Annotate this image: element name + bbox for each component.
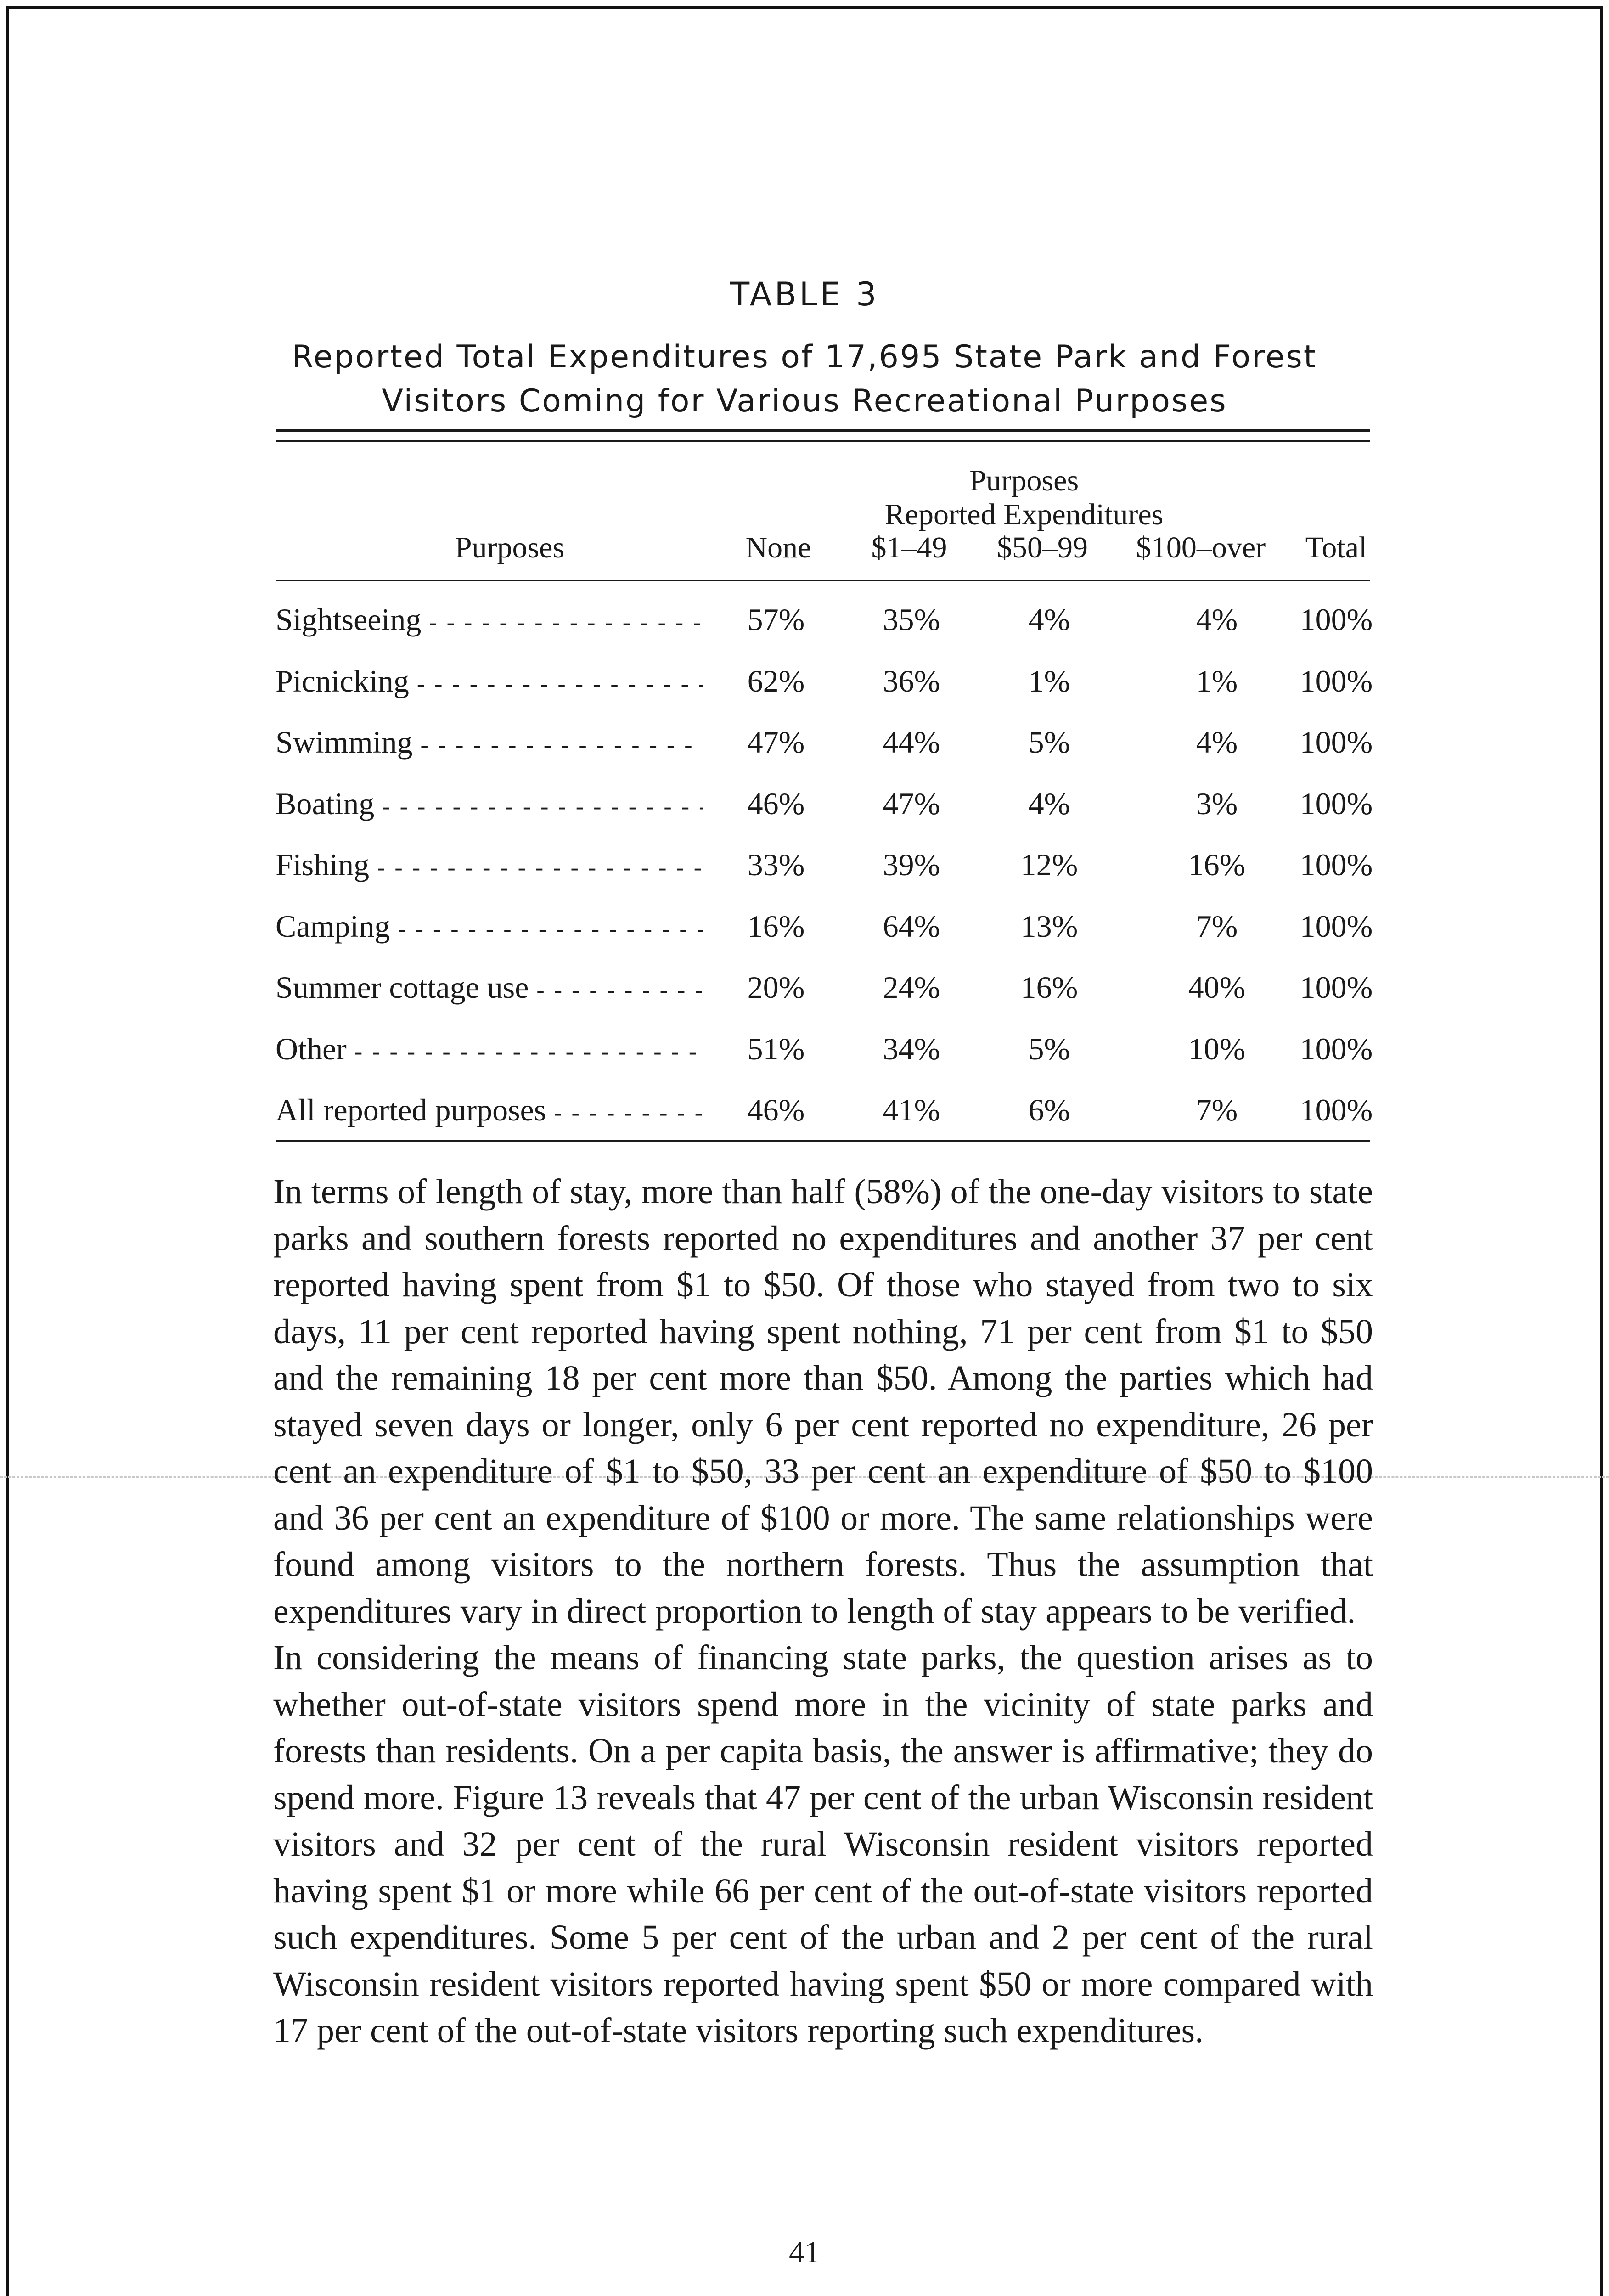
row-total: 100% — [1300, 908, 1373, 944]
row-purpose: Fishing - - - — [276, 847, 703, 883]
row-100-over: 1% — [1196, 663, 1238, 698]
row-100-over: 4% — [1196, 602, 1238, 637]
row-100-over: 4% — [1196, 725, 1238, 760]
table-header-rule — [276, 580, 1370, 581]
row-1-49: 47% — [883, 786, 940, 821]
header-group-line1: Purposes — [969, 464, 1079, 497]
row-total: 100% — [1300, 725, 1373, 760]
row-none: 47% — [747, 725, 805, 760]
header-total: Total — [1305, 531, 1367, 564]
table-title — [276, 335, 1333, 423]
row-1-49: 36% — [883, 663, 940, 698]
page-number: 41 — [789, 2234, 820, 2269]
row-none: 46% — [747, 1092, 805, 1127]
row-1-49: 35% — [883, 602, 940, 637]
paragraph-length-of-stay: In terms of length of stay, more than half (58%) of the one-day visitors to state parks and southern forests reported no expenditures and another 37 per cent reported having spent from $1 to $50. Of those who stayed from two to six days, 11 per cent reported having spent nothing, 71 per cent from $1 to $50 and the remaining 18 per cent more than $50. Among the parties which had stayed seven days or longer, only 6 per cent reported no expenditure, 26 per cent an expenditure of $1 to $50, 33 per cent an expenditure of $50 to $100 and 36 per cent an expenditure of $100 or more. The same relationships were found among visitors to the northern forests. Thus the assumption that expenditures vary in direct proportion to length of stay appears to be verified. — [273, 1172, 1373, 1631]
header-50-99: $50–99 — [997, 531, 1088, 564]
table-row — [276, 588, 1373, 649]
row-total: 100% — [1300, 970, 1373, 1005]
table-title-line1: Reported Total Expenditures of 17,695 State Park and Forest — [292, 339, 1317, 375]
table-row — [276, 1017, 1373, 1079]
row-100-over: 3% — [1196, 786, 1238, 821]
table-row — [276, 833, 1373, 895]
row-none: 20% — [747, 970, 805, 1005]
table-row — [276, 710, 1373, 772]
table-row — [276, 895, 1373, 956]
row-50-99: 13% — [1020, 908, 1078, 944]
row-100-over: 7% — [1196, 908, 1238, 944]
row-none: 57% — [747, 602, 805, 637]
row-50-99: 16% — [1020, 970, 1078, 1005]
header-1-49: $1–49 — [871, 531, 947, 564]
table-row — [276, 956, 1373, 1017]
row-1-49: 34% — [883, 1031, 940, 1066]
header-100-over: $100–over — [1136, 531, 1266, 564]
row-1-49: 24% — [883, 970, 940, 1005]
table-label: TABLE 3 — [730, 276, 879, 313]
header-none: None — [745, 531, 811, 564]
row-purpose: Picnicking - - - — [276, 663, 703, 699]
row-50-99: 5% — [1028, 1031, 1070, 1066]
row-1-49: 41% — [883, 1092, 940, 1127]
row-purpose: Camping - - - — [276, 908, 703, 945]
header-group-reported-expenditures — [817, 464, 1231, 532]
row-none: 16% — [747, 908, 805, 944]
row-100-over: 7% — [1196, 1092, 1238, 1127]
row-total: 100% — [1300, 1092, 1373, 1127]
row-100-over: 16% — [1188, 847, 1246, 882]
row-total: 100% — [1300, 602, 1373, 637]
row-1-49: 44% — [883, 725, 940, 760]
table-body — [276, 588, 1373, 1140]
row-50-99: 5% — [1028, 725, 1070, 760]
table-bottom-rule — [276, 1140, 1370, 1142]
row-purpose: Swimming - - - — [276, 724, 703, 760]
header-purposes: Purposes — [455, 531, 565, 564]
table-top-rule — [276, 429, 1370, 432]
row-none: 51% — [747, 1031, 805, 1066]
row-1-49: 64% — [883, 908, 940, 944]
row-50-99: 12% — [1020, 847, 1078, 882]
row-purpose: Sightseeing - - - — [276, 602, 703, 638]
row-total: 100% — [1300, 847, 1373, 882]
row-50-99: 4% — [1028, 786, 1070, 821]
row-purpose: Boating - - - — [276, 786, 703, 822]
row-100-over: 10% — [1188, 1031, 1246, 1066]
header-group-line2: Reported Expenditures — [884, 498, 1164, 531]
row-50-99: 1% — [1028, 663, 1070, 698]
row-1-49: 39% — [883, 847, 940, 882]
row-50-99: 4% — [1028, 602, 1070, 637]
table-row — [276, 772, 1373, 833]
table-row — [276, 1078, 1373, 1140]
row-purpose: All reported purposes - - - — [276, 1092, 703, 1128]
row-purpose: Summer cottage use - - - — [276, 969, 703, 1006]
row-none: 46% — [747, 786, 805, 821]
row-50-99: 6% — [1028, 1092, 1070, 1127]
body-text — [273, 1169, 1373, 2054]
row-none: 33% — [747, 847, 805, 882]
table-row — [276, 649, 1373, 711]
paragraph-financing: In considering the means of financing state parks, the question arises as to whether out-of-state visitors spend more in the vicinity of state parks and forests than residents. On a per capita basis, the answer is affirmative; they do spend more. Figure 13 reveals that 47 per cent of the urban Wisconsin resident visitors and 32 per cent of the rural Wisconsin resident visitors reported having spent $1 or more while 66 per cent of the out-of-state visitors reported such expenditures. Some 5 per cent of the urban and 2 per cent of the rural Wisconsin resident visitors reported having spent $50 or more compared with 17 per cent of the out-of-state visitors reporting such expenditures. — [273, 1638, 1373, 2050]
row-purpose: Other - - - — [276, 1031, 703, 1067]
table-title-line2: Visitors Coming for Various Recreational Purposes — [382, 383, 1227, 419]
row-total: 100% — [1300, 1031, 1373, 1066]
table-top-rule-double — [276, 440, 1370, 442]
row-none: 62% — [747, 663, 805, 698]
row-100-over: 40% — [1188, 970, 1246, 1005]
row-total: 100% — [1300, 786, 1373, 821]
row-total: 100% — [1300, 663, 1373, 698]
